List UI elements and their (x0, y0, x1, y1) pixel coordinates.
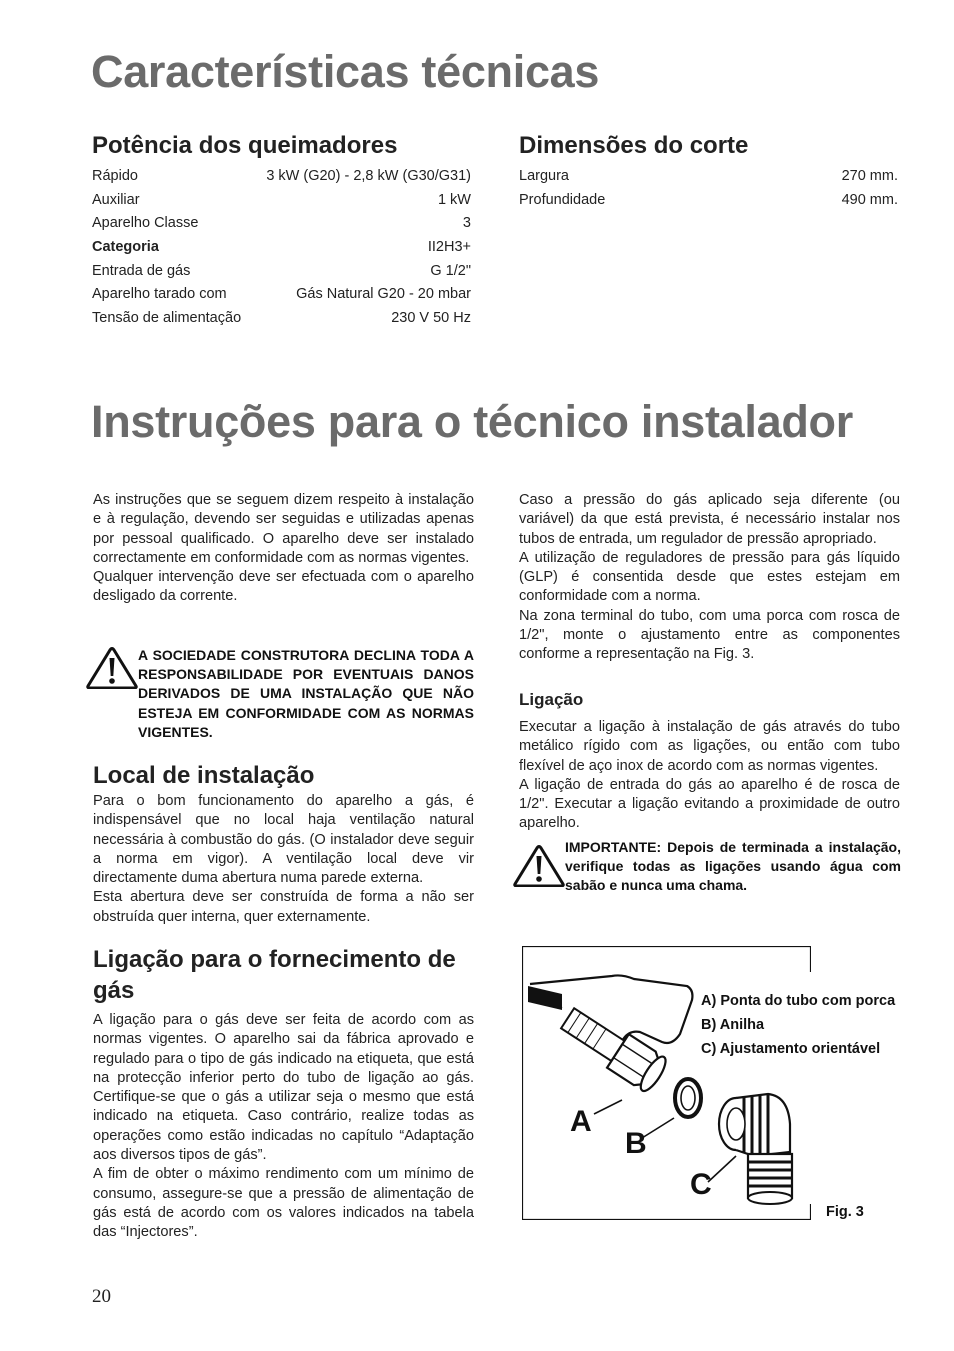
spec-label: Largura (519, 168, 569, 184)
spec-value: 3 kW (G20) - 2,8 kW (G30/G31) (266, 168, 471, 184)
important-warning (565, 838, 901, 896)
supply-paragraph-2: A fim de obter o máximo rendimento com um mínimo de consumo, assegure-se que a pressão de alimentação de gás está de acordo com os valores indicados na tabela das “Injectores”. (93, 1166, 474, 1241)
cut-table (519, 165, 898, 212)
liability-warning: A SOCIEDADE CONSTRUTORA DECLINA TODA A RESPONSABILIDADE POR EVENTUAIS DANOS DERIVADOS DE UMA INSTALAÇÃO QUE NÃO ESTEJA EM CONFORMIDADE COM AS NORMAS VIGENTES. (138, 647, 474, 740)
spec-label: Entrada de gás (92, 262, 191, 279)
local-paragraph-2: Esta abertura deve ser construída de forma a não ser obstruída quer interna, quer externamente. (93, 889, 474, 925)
supply-heading: Ligação para o fornecimento de gás (93, 946, 456, 1004)
important-lead: IMPORTANTE: (565, 839, 662, 855)
supply-paragraph-1: A ligação para o gás deve ser feita de acordo com as normas vigentes. O aparelho sai da fábrica aprovado e regulado para o tipo de gás indicado na etiqueta, que está na protecção inferior perto do tubo de ligação ao gás. Certifique-se que o gás a utilizar seja o mesmo que está indicado na etiqueta. Caso contrário, realize todas as operações como estão indicadas no capítulo “Adaptação aos diversos tipos de gás”. (93, 1012, 474, 1164)
spec-value: 270 mm. (841, 168, 898, 184)
important-text: Depois de terminada a instalação, verifique todas as ligações usando água com sabão e nunca uma chama. (565, 839, 901, 894)
fig3-caption: Fig. 3 (826, 1204, 864, 1220)
spec-value: Gás Natural G20 - 20 mbar (296, 286, 471, 303)
ligacao-paragraph-1: Executar a ligação à instalação de gás através do tubo metálico rígido com as ligações, ou então com tubo flexível de aço inox de acordo com as normas vigentes. (519, 719, 900, 774)
warning-icon (86, 647, 138, 689)
spec-value: 490 mm. (841, 191, 898, 208)
supply-text (93, 1011, 474, 1243)
spec-row (92, 260, 471, 284)
spec-value: 3 (462, 215, 471, 232)
spec-row (92, 189, 471, 213)
legend-item-b: B) Anilha (701, 1017, 765, 1033)
intro-text (93, 491, 474, 607)
local-heading: Local de instalação (93, 762, 315, 789)
spec-label: Profundidade (519, 191, 606, 208)
spec-value: G 1/2" (430, 262, 471, 279)
spec-value: II2H3+ (427, 239, 471, 256)
spec-row (92, 212, 471, 236)
fig3-legend (701, 989, 895, 1061)
spec-label: Auxiliar (92, 191, 140, 208)
fig3-illustration (522, 946, 811, 1220)
spec-row (519, 165, 898, 189)
pressure-text (519, 491, 900, 665)
power-heading: Potência dos queimadores (92, 132, 398, 159)
spec-label: Aparelho Classe (92, 215, 199, 232)
warning-icon (513, 845, 565, 887)
cut-section (519, 130, 898, 212)
ligacao-text (519, 718, 900, 834)
ligacao-heading: Ligação (519, 690, 584, 709)
intro-paragraph-2: Qualquer intervenção deve ser efectuada com o aparelho desligado da corrente. (93, 569, 474, 605)
power-section (92, 130, 471, 331)
spec-row (519, 189, 898, 213)
local-paragraph-1: Para o bom funcionamento do aparelho a gás, é indispensável que no local haja ventilação natural necessária à combustão do gás. (O instalador deve seguir a norma em vigor). A ventilação local deve vir directamente duma abertura numa parede externa. (93, 793, 474, 887)
legend-item-a: A) Ponta do tubo com porca (701, 993, 896, 1009)
cut-heading: Dimensões do corte (519, 132, 749, 159)
spec-row (92, 307, 471, 331)
fig3-letter-a: A (570, 1105, 592, 1138)
spec-label: Categoria (92, 239, 159, 256)
page-title: Características técnicas (91, 46, 600, 97)
ligacao-paragraph-2: A ligação de entrada do gás ao aparelho é de rosca de 1/2". Executar a ligação evitando a proximidade de outro aparelho. (519, 776, 900, 832)
spec-label: Rápido (92, 168, 138, 184)
fig3-letter-c: C (690, 1168, 712, 1201)
spec-row (92, 165, 471, 189)
section-title: Instruções para o técnico instalador (91, 396, 853, 447)
power-table (92, 165, 471, 331)
fig3-letter-b: B (625, 1127, 647, 1160)
spec-row (92, 236, 471, 260)
legend-item-c: C) Ajustamento orientável (701, 1041, 881, 1057)
page-number: 20 (92, 1286, 111, 1307)
spec-label: Aparelho tarado com (92, 286, 227, 303)
spec-label: Tensão de alimentação (92, 310, 242, 327)
spec-value: 1 kW (437, 191, 471, 208)
pressure-paragraph-2: A utilização de reguladores de pressão para gás líquido (GLP) é consentida desde que estes estejam em conformidade com a norma. (519, 549, 900, 605)
intro-paragraph-1: As instruções que se seguem dizem respeito à instalação e à regulação, devendo ser seguidas e utilizadas apenas por pessoal qualificado. O aparelho deve ser instalado correctamente em conformidade com as normas vigentes. (93, 492, 474, 566)
spec-row (92, 283, 471, 307)
spec-value: 230 V 50 Hz (391, 310, 471, 327)
pressure-paragraph-1: Caso a pressão do gás aplicado seja diferente (ou variável) da que está prevista, é necessário instalar nos tubos de entrada, um regulador de pressão apropriado. (519, 492, 900, 547)
local-text (93, 792, 474, 927)
pressure-paragraph-3: Na zona terminal do tubo, com uma porca com rosca de 1/2", monte o ajustamento entre as componentes conforme a representação na Fig. 3. (519, 607, 900, 663)
